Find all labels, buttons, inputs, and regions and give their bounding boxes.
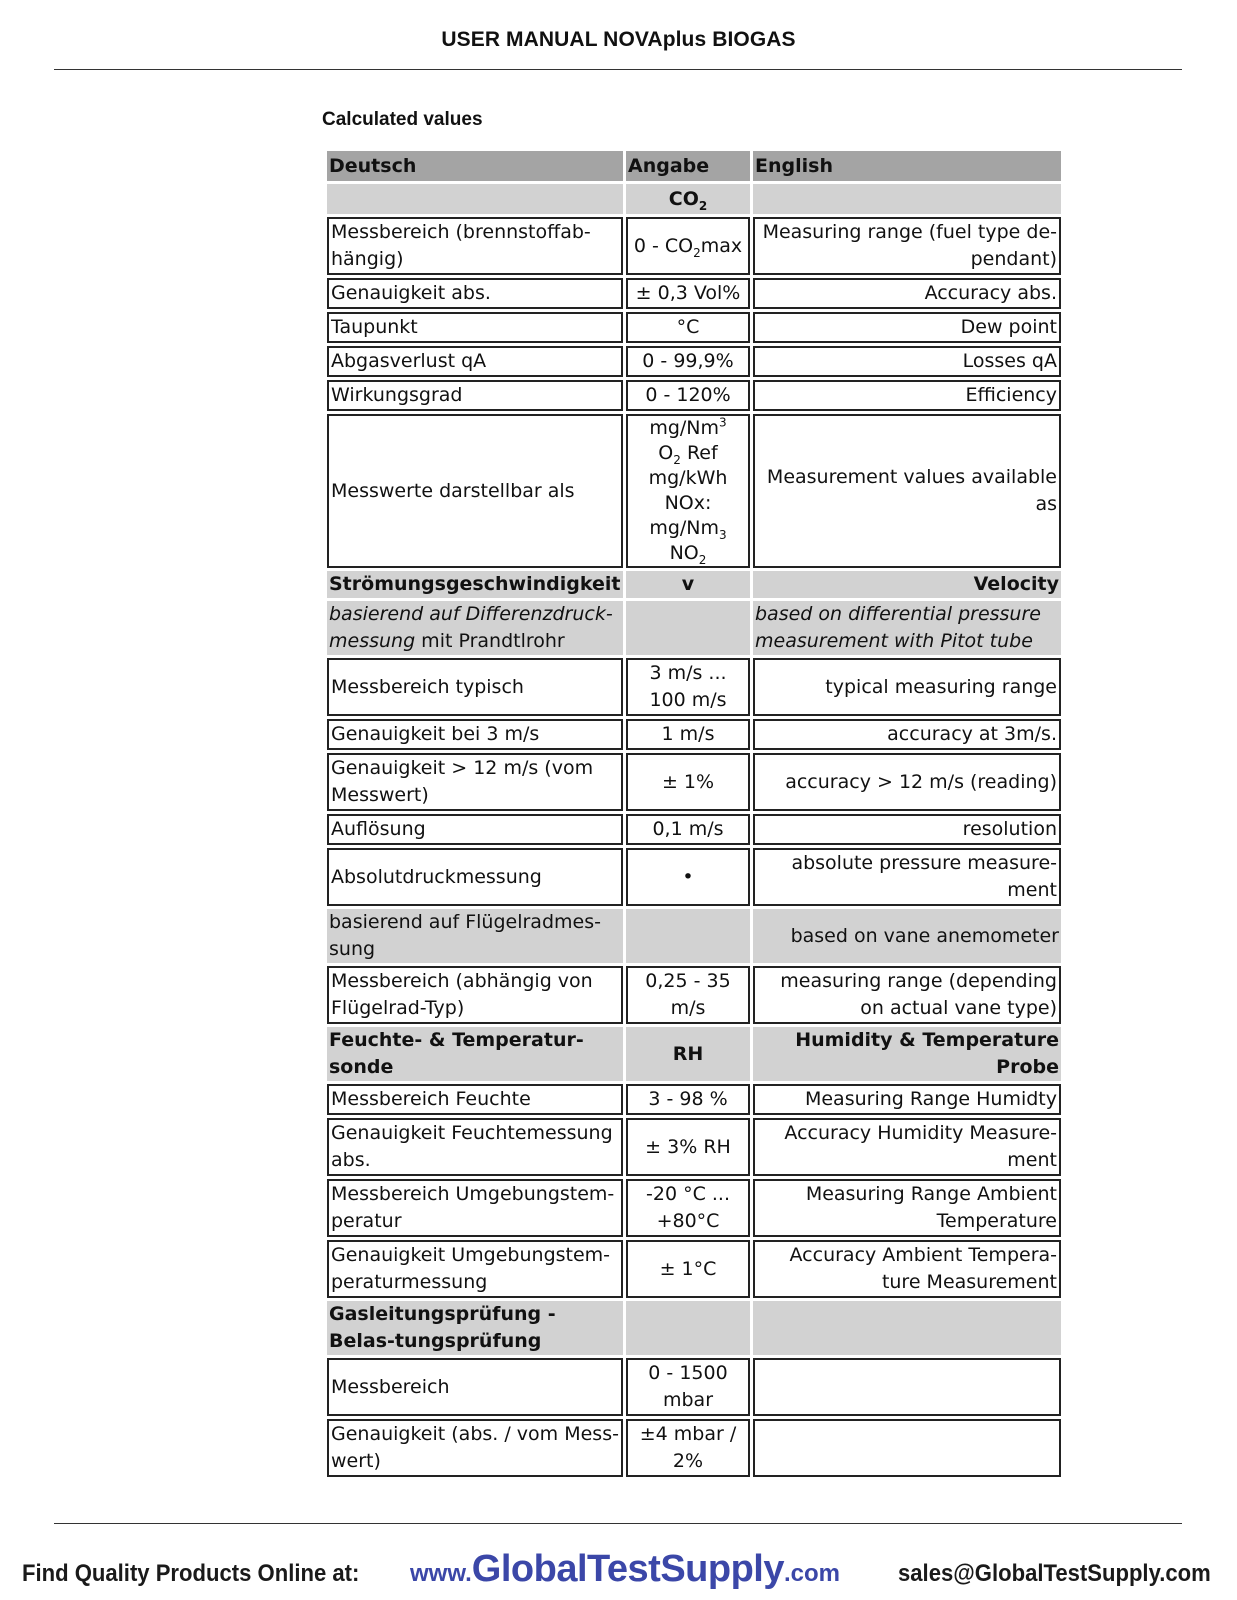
cell-de: Strömungsgeschwindigkeit — [327, 571, 623, 598]
cell-en: based on vane anemometer — [753, 909, 1061, 963]
cell-de: Absolutdruckmessung — [327, 848, 623, 906]
cell-de: Messbereich Feuchte — [327, 1084, 623, 1115]
table-row — [327, 1419, 1061, 1477]
cell-an: °C — [626, 312, 750, 343]
footer-website-link[interactable]: www.GlobalTestSupply.com — [410, 1548, 841, 1590]
table-row — [327, 814, 1061, 845]
table-row — [327, 1179, 1061, 1237]
cell-an: mg/Nm$^3$ $O_2$ Ref mg/kWh NOx: $mg/Nm_3$ $NO_2$ — [626, 414, 750, 568]
table-row — [327, 217, 1061, 275]
footer-divider — [54, 1523, 1182, 1524]
cell-an: RH — [626, 1027, 750, 1081]
cell-en: Measuring range (fuel type de-pendant) — [753, 217, 1061, 275]
cell-de: Abgasverlust qA — [327, 346, 623, 377]
cell-de: Messwerte darstellbar als — [327, 414, 623, 568]
cell-an: 0 - 99,9% — [626, 346, 750, 377]
cell-en: based on differential pressure measurement with Pitot tube — [753, 601, 1061, 655]
cell-an: ±4 mbar / 2% — [626, 1419, 750, 1477]
cell-de: Genauigkeit Feuchtemessung abs. — [327, 1118, 623, 1176]
table-row — [327, 414, 1061, 568]
cell-en: Velocity — [753, 571, 1061, 598]
cell-an: 0 - 1500 mbar — [626, 1358, 750, 1416]
table-row — [327, 719, 1061, 750]
cell-de: Genauigkeit > 12 m/s (vom Messwert) — [327, 753, 623, 811]
cell-en: Efficiency — [753, 380, 1061, 411]
section-title: Calculated values — [322, 109, 483, 130]
cell-de: Genauigkeit bei 3 m/s — [327, 719, 623, 750]
cell-de: Genauigkeit abs. — [327, 278, 623, 309]
table-row — [327, 380, 1061, 411]
cell-an: 0 - 120% — [626, 380, 750, 411]
cell-en: Dew point — [753, 312, 1061, 343]
cell-de: Messbereich (brennstoffab-hängig) — [327, 217, 623, 275]
cell-an: 0,25 - 35 m/s — [626, 966, 750, 1024]
cell-de: Taupunkt — [327, 312, 623, 343]
cell-en: Measuring Range Ambient Temperature — [753, 1179, 1061, 1237]
cell-an: v — [626, 571, 750, 598]
cell-en: Humidity & Temperature Probe — [753, 1027, 1061, 1081]
cell-de: Auflösung — [327, 814, 623, 845]
cell-en: Accuracy abs. — [753, 278, 1061, 309]
cell-de: Messbereich typisch — [327, 658, 623, 716]
table-row — [327, 658, 1061, 716]
table-row — [327, 966, 1061, 1024]
bullet-icon: • — [626, 848, 750, 906]
cell-an: 1 m/s — [626, 719, 750, 750]
section-row-gas — [327, 1301, 1061, 1355]
table-row — [327, 753, 1061, 811]
table-row — [327, 278, 1061, 309]
table-row — [327, 1240, 1061, 1298]
table-row — [327, 312, 1061, 343]
cell-en: typical measuring range — [753, 658, 1061, 716]
footer-email-link[interactable]: sales@GlobalTestSupply.com — [898, 1560, 1211, 1587]
cell-en: Measuring Range Humidty — [753, 1084, 1061, 1115]
cell-an: $0 - CO_2\max$ — [626, 217, 750, 275]
table-row — [327, 1084, 1061, 1115]
cell-de: Gasleitungsprüfung - Belas-tungsprüfung — [327, 1301, 623, 1355]
cell-en: Losses qA — [753, 346, 1061, 377]
col-header-english: English — [753, 151, 1061, 181]
cell-de: Feuchte- & Temperatur-sonde — [327, 1027, 623, 1081]
subsection-row-vane — [327, 909, 1061, 963]
section-row-co2 — [327, 184, 1061, 214]
cell-an: 3 m/s ... 100 m/s — [626, 658, 750, 716]
header-title: USER MANUAL NOVAplus BIOGAS — [441, 28, 796, 51]
cell-de: Wirkungsgrad — [327, 380, 623, 411]
subsection-row-pitot — [327, 601, 1061, 655]
table-row — [327, 848, 1061, 906]
cell-de: basierend auf Differenzdruck-messung mit Prandtlrohr — [327, 601, 623, 655]
cell-de: Genauigkeit (abs. / vom Mess-wert) — [327, 1419, 623, 1477]
cell-en: resolution — [753, 814, 1061, 845]
footer-tagline: Find Quality Products Online at: — [22, 1560, 360, 1587]
co2-label: $CO_2$ — [626, 184, 750, 214]
cell-an: ± 3% RH — [626, 1118, 750, 1176]
table-row — [327, 1118, 1061, 1176]
cell-an: ± 0,3 Vol% — [626, 278, 750, 309]
cell-en: absolute pressure measure-ment — [753, 848, 1061, 906]
cell-an: -20 °C ... +80°C — [626, 1179, 750, 1237]
footer — [0, 1548, 1237, 1594]
spec-table — [324, 148, 1064, 1480]
cell-en — [753, 1419, 1061, 1477]
cell-en: measuring range (depending on actual vane type) — [753, 966, 1061, 1024]
cell-en: Measurement values available as — [753, 414, 1061, 568]
cell-de: basierend auf Flügelradmes-sung — [327, 909, 623, 963]
cell-en: accuracy at 3m/s. — [753, 719, 1061, 750]
cell-de: Genauigkeit Umgebungstem-peraturmessung — [327, 1240, 623, 1298]
cell-an: ± 1% — [626, 753, 750, 811]
section-row-velocity — [327, 571, 1061, 598]
cell-de: Messbereich (abhängig von Flügelrad-Typ) — [327, 966, 623, 1024]
cell-en: accuracy > 12 m/s (reading) — [753, 753, 1061, 811]
cell-en: Accuracy Humidity Measure-ment — [753, 1118, 1061, 1176]
col-header-angabe: Angabe — [626, 151, 750, 181]
cell-en: Accuracy Ambient Tempera-ture Measurement — [753, 1240, 1061, 1298]
table-row — [327, 1358, 1061, 1416]
cell-de: Messbereich — [327, 1358, 623, 1416]
cell-de: Messbereich Umgebungstem-peratur — [327, 1179, 623, 1237]
cell-en — [753, 1358, 1061, 1416]
section-row-humidity — [327, 1027, 1061, 1081]
cell-an: 0,1 m/s — [626, 814, 750, 845]
header-divider — [54, 69, 1182, 70]
table-header-row — [327, 151, 1061, 181]
cell-an: 3 - 98 % — [626, 1084, 750, 1115]
col-header-deutsch: Deutsch — [327, 151, 623, 181]
cell-an: ± 1°C — [626, 1240, 750, 1298]
table-row — [327, 346, 1061, 377]
